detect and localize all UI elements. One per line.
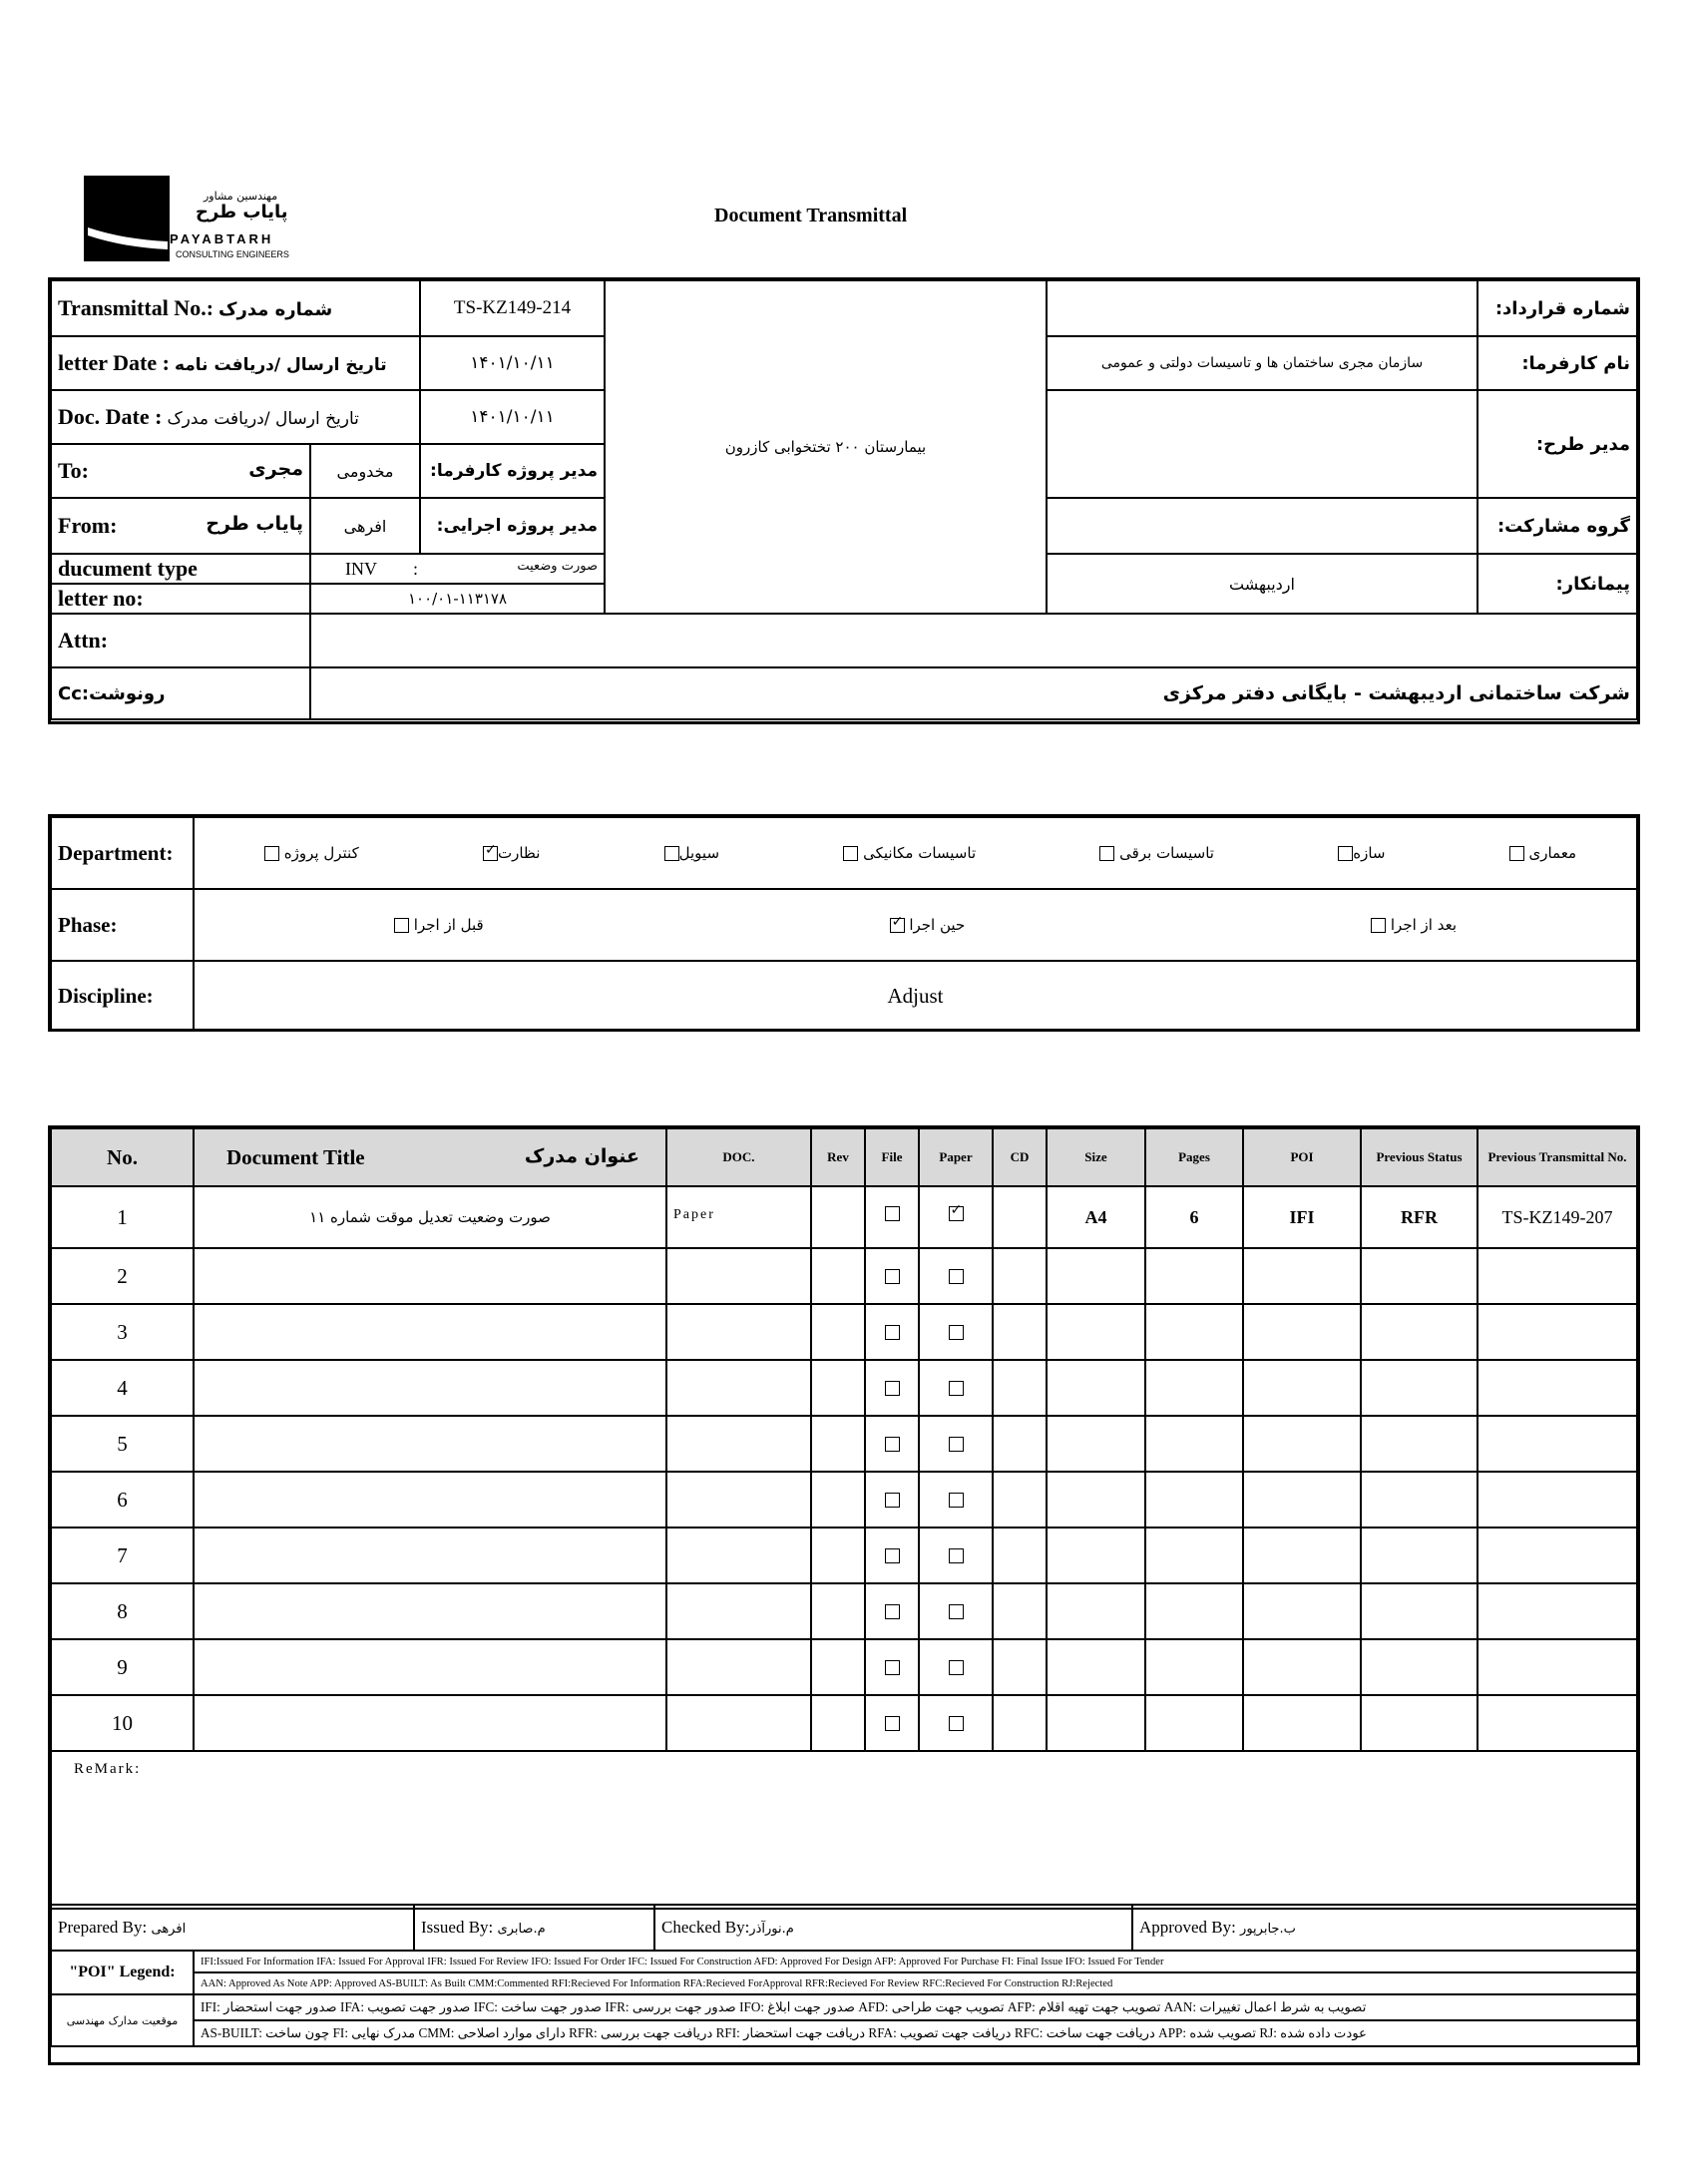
phase-before-checkbox[interactable] bbox=[394, 918, 409, 933]
discipline-label: Discipline: bbox=[51, 961, 194, 1031]
row-rev bbox=[811, 1360, 865, 1416]
from-person: افرهی bbox=[310, 498, 420, 554]
row-prev-status bbox=[1361, 1304, 1477, 1360]
row-title bbox=[194, 1304, 666, 1360]
file-checkbox[interactable] bbox=[885, 1325, 900, 1340]
file-checkbox[interactable] bbox=[885, 1716, 900, 1731]
cc-value: شرکت ساختمانی اردیبهشت - بایگانی دفتر مرکزی bbox=[310, 667, 1637, 719]
row-pages bbox=[1145, 1304, 1243, 1360]
row-prev-transmittal bbox=[1477, 1360, 1637, 1416]
row-paper bbox=[919, 1695, 993, 1751]
paper-checkbox[interactable] bbox=[949, 1269, 964, 1284]
row-size bbox=[1047, 1695, 1145, 1751]
paper-checkbox[interactable] bbox=[949, 1604, 964, 1619]
paper-checkbox[interactable] bbox=[949, 1206, 964, 1221]
transmittal-no-label-cell bbox=[51, 280, 420, 336]
phase-options-row bbox=[195, 916, 1636, 934]
row-no: 7 bbox=[51, 1528, 194, 1583]
col-title-en: Document Title bbox=[226, 1144, 365, 1169]
to-company: مجری bbox=[248, 458, 303, 480]
contractor-label: پیمانکار: bbox=[1477, 554, 1637, 614]
row-file bbox=[865, 1304, 919, 1360]
col-size: Size bbox=[1047, 1128, 1145, 1186]
row-title bbox=[194, 1528, 666, 1583]
letter-date-label-cell bbox=[51, 336, 420, 390]
legend-label: "POI" Legend: bbox=[51, 1951, 194, 1994]
classification-table bbox=[50, 816, 1638, 1032]
row-prev-status bbox=[1361, 1695, 1477, 1751]
dept-mechanical-checkbox[interactable] bbox=[843, 846, 858, 861]
phase-label: Phase: bbox=[51, 889, 194, 961]
checked-by: م.نورآذر bbox=[749, 1922, 794, 1937]
row-prev-transmittal bbox=[1477, 1304, 1637, 1360]
row-size bbox=[1047, 1304, 1145, 1360]
row-rev bbox=[811, 1695, 865, 1751]
row-doc: Paper bbox=[666, 1186, 811, 1248]
from-label: From: bbox=[58, 513, 118, 538]
row-no: 2 bbox=[51, 1248, 194, 1304]
col-no: No. bbox=[51, 1128, 194, 1186]
row-doc bbox=[666, 1639, 811, 1695]
department-options bbox=[194, 817, 1637, 889]
col-doc: DOC. bbox=[666, 1128, 811, 1186]
table-row bbox=[51, 1304, 1637, 1360]
row-rev bbox=[811, 1583, 865, 1639]
row-no: 6 bbox=[51, 1472, 194, 1528]
row-cd bbox=[993, 1360, 1047, 1416]
issued-label: Issued By: bbox=[421, 1918, 494, 1937]
contract-no bbox=[1047, 280, 1477, 336]
remark-cell bbox=[51, 1751, 1637, 1909]
row-paper bbox=[919, 1583, 993, 1639]
logo-name-fa: پایاب طرح bbox=[196, 202, 288, 222]
table-row bbox=[51, 1416, 1637, 1472]
row-no: 8 bbox=[51, 1583, 194, 1639]
letter-date: ۱۴۰۱/۱۰/۱۱ bbox=[420, 336, 605, 390]
row-poi bbox=[1243, 1248, 1361, 1304]
file-checkbox[interactable] bbox=[885, 1604, 900, 1619]
to-cell bbox=[51, 444, 310, 498]
row-file bbox=[865, 1639, 919, 1695]
row-prev-transmittal bbox=[1477, 1583, 1637, 1639]
row-no: 4 bbox=[51, 1360, 194, 1416]
col-paper: Paper bbox=[919, 1128, 993, 1186]
row-title bbox=[194, 1416, 666, 1472]
dept-civil-checkbox[interactable] bbox=[664, 846, 679, 861]
row-rev bbox=[811, 1248, 865, 1304]
row-prev-transmittal bbox=[1477, 1472, 1637, 1528]
logo-mark-icon bbox=[84, 176, 170, 261]
row-pages bbox=[1145, 1528, 1243, 1583]
approved-cell bbox=[1132, 1905, 1637, 1951]
row-file bbox=[865, 1472, 919, 1528]
row-poi bbox=[1243, 1695, 1361, 1751]
row-no: 10 bbox=[51, 1695, 194, 1751]
row-prev-transmittal bbox=[1477, 1528, 1637, 1583]
signature-table bbox=[50, 1904, 1638, 1952]
row-prev-transmittal bbox=[1477, 1695, 1637, 1751]
dept-mechanical[interactable]: تاسیسات مکانیکی bbox=[843, 844, 976, 862]
paper-checkbox[interactable] bbox=[949, 1660, 964, 1675]
col-prev-status: Previous Status bbox=[1361, 1128, 1477, 1186]
attn-value bbox=[310, 614, 1637, 667]
row-size: A4 bbox=[1047, 1186, 1145, 1248]
logo-name-en: PAYABTARH bbox=[170, 231, 274, 246]
file-checkbox[interactable] bbox=[885, 1548, 900, 1563]
row-file bbox=[865, 1416, 919, 1472]
contract-no-label: شماره قرارداد: bbox=[1477, 280, 1637, 336]
row-title bbox=[194, 1360, 666, 1416]
paper-checkbox[interactable] bbox=[949, 1716, 964, 1731]
row-rev bbox=[811, 1528, 865, 1583]
row-title bbox=[194, 1248, 666, 1304]
table-row bbox=[51, 1528, 1637, 1583]
row-paper bbox=[919, 1639, 993, 1695]
row-title bbox=[194, 1695, 666, 1751]
row-pages bbox=[1145, 1639, 1243, 1695]
doc-date-label-cell bbox=[51, 390, 420, 444]
row-prev-transmittal: TS-KZ149-207 bbox=[1477, 1186, 1637, 1248]
row-poi bbox=[1243, 1583, 1361, 1639]
dept-project-control-checkbox[interactable] bbox=[264, 846, 279, 861]
row-prev-status bbox=[1361, 1416, 1477, 1472]
row-doc bbox=[666, 1583, 811, 1639]
row-paper bbox=[919, 1186, 993, 1248]
header-table bbox=[50, 279, 1638, 720]
row-pages bbox=[1145, 1248, 1243, 1304]
row-cd bbox=[993, 1304, 1047, 1360]
to-person: مخدومی bbox=[310, 444, 420, 498]
doc-type-code: INV bbox=[345, 558, 377, 579]
row-rev bbox=[811, 1186, 865, 1248]
project-manager-label: مدیر طرح: bbox=[1477, 390, 1637, 498]
legend-label-fa: موقعیت مدارک مهندسی bbox=[51, 1994, 194, 2046]
row-cd bbox=[993, 1528, 1047, 1583]
row-poi bbox=[1243, 1472, 1361, 1528]
project-manager bbox=[1047, 390, 1477, 498]
documents-table bbox=[50, 1127, 1638, 1910]
row-prev-status bbox=[1361, 1472, 1477, 1528]
logo-top-text: مهندسین مشاور bbox=[204, 190, 278, 203]
department-options-row bbox=[195, 844, 1636, 862]
letter-date-label: letter Date : bbox=[58, 350, 170, 375]
row-pages: 6 bbox=[1145, 1186, 1243, 1248]
letter-no-label: letter no: bbox=[51, 584, 310, 614]
department-label: Department: bbox=[51, 817, 194, 889]
file-checkbox[interactable] bbox=[885, 1437, 900, 1452]
col-cd: CD bbox=[993, 1128, 1047, 1186]
file-checkbox[interactable] bbox=[885, 1493, 900, 1508]
file-checkbox[interactable] bbox=[885, 1381, 900, 1396]
row-no: 3 bbox=[51, 1304, 194, 1360]
legend-line-2: AAN: Approved As Note APP: Approved AS-BUILT: As Built CMM:Commented RFI:Recieved For Information RFA:Recieved ForApproval RFR:Recieved For Review RFC:Recieved For Construction RJ:Rejected bbox=[194, 1972, 1637, 1994]
row-size bbox=[1047, 1248, 1145, 1304]
doc-date-label: Doc. Date : bbox=[58, 404, 163, 429]
row-poi: IFI bbox=[1243, 1186, 1361, 1248]
file-checkbox[interactable] bbox=[885, 1269, 900, 1284]
issued-by: م.صابری bbox=[497, 1922, 546, 1937]
row-prev-status bbox=[1361, 1528, 1477, 1583]
col-file: File bbox=[865, 1128, 919, 1186]
table-row bbox=[51, 1695, 1637, 1751]
row-no: 1 bbox=[51, 1186, 194, 1248]
doc-date-fa: تاریخ ارسال /دریافت مدرک bbox=[167, 409, 359, 429]
table-row bbox=[51, 1248, 1637, 1304]
table-row bbox=[51, 1472, 1637, 1528]
legend-line-1: IFI:Issued For Information IFA: Issued For Approval IFR: Issued For Review IFO: Issued For Order IFC: Issued For Construction AFD: Approved For Design AFP: Approved For Purchase FI: Final Issue IFO: Issued For Tender bbox=[194, 1951, 1637, 1972]
transmittal-no-label: Transmittal No.: bbox=[58, 295, 214, 320]
row-title bbox=[194, 1472, 666, 1528]
table-row bbox=[51, 1360, 1637, 1416]
row-no: 9 bbox=[51, 1639, 194, 1695]
row-size bbox=[1047, 1528, 1145, 1583]
phase-after-checkbox[interactable] bbox=[1371, 918, 1386, 933]
row-size bbox=[1047, 1360, 1145, 1416]
col-rev: Rev bbox=[811, 1128, 865, 1186]
row-size bbox=[1047, 1472, 1145, 1528]
letter-date-fa: تاریخ ارسال /دریافت نامه bbox=[174, 355, 387, 375]
paper-checkbox[interactable] bbox=[949, 1437, 964, 1452]
col-title bbox=[194, 1128, 666, 1186]
row-paper bbox=[919, 1528, 993, 1583]
row-prev-status bbox=[1361, 1583, 1477, 1639]
dept-electrical-checkbox[interactable] bbox=[1099, 846, 1114, 861]
dept-project-control[interactable]: کنترل پروژه bbox=[264, 844, 359, 862]
dept-structure-checkbox[interactable] bbox=[1338, 846, 1353, 861]
row-cd bbox=[993, 1472, 1047, 1528]
row-cd bbox=[993, 1695, 1047, 1751]
phase-after[interactable]: بعد از اجرا bbox=[1371, 916, 1457, 934]
paper-checkbox[interactable] bbox=[949, 1548, 964, 1563]
row-size bbox=[1047, 1416, 1145, 1472]
approved-by: ب.جابرپور bbox=[1240, 1922, 1296, 1937]
row-size bbox=[1047, 1639, 1145, 1695]
doc-type-sep: : bbox=[413, 558, 419, 579]
checked-label: Checked By: bbox=[661, 1918, 750, 1937]
attn-label: Attn: bbox=[51, 614, 310, 667]
phase-during-checkbox[interactable] bbox=[890, 918, 905, 933]
row-prev-status: RFR bbox=[1361, 1186, 1477, 1248]
row-paper bbox=[919, 1416, 993, 1472]
row-poi bbox=[1243, 1360, 1361, 1416]
row-doc bbox=[666, 1472, 811, 1528]
row-title: صورت وضعیت تعدیل موقت شماره ۱۱ bbox=[194, 1186, 666, 1248]
col-pages: Pages bbox=[1145, 1128, 1243, 1186]
row-prev-status bbox=[1361, 1639, 1477, 1695]
row-pages bbox=[1145, 1360, 1243, 1416]
row-cd bbox=[993, 1583, 1047, 1639]
row-size bbox=[1047, 1583, 1145, 1639]
legend-table bbox=[50, 1950, 1638, 2047]
legend-line-3: IFI: صدور جهت استحضار IFA: صدور جهت تصویب IFC: صدور جهت ساخت IFR: صدور جهت بررسی IFO: صدور جهت ابلاغ AFD: تصویب جهت طراحی AFP: تصویب جهت تهیه اقلام AAN: تصویب به شرط اعمال تغییرات bbox=[194, 1994, 1637, 2020]
from-company: پایاب طرح bbox=[206, 513, 303, 535]
dept-supervision[interactable]: نظارت✓ bbox=[483, 844, 540, 862]
row-paper bbox=[919, 1304, 993, 1360]
page-title: Document Transmittal bbox=[714, 205, 908, 226]
transmittal-no-fa: شماره مدرک bbox=[218, 299, 333, 320]
dept-architecture[interactable]: معماری bbox=[1509, 844, 1576, 862]
row-cd bbox=[993, 1248, 1047, 1304]
row-poi bbox=[1243, 1528, 1361, 1583]
row-cd bbox=[993, 1639, 1047, 1695]
prepared-by: افرهی bbox=[151, 1922, 187, 1937]
row-doc bbox=[666, 1416, 811, 1472]
row-rev bbox=[811, 1472, 865, 1528]
logo-subtitle: CONSULTING ENGINEERS bbox=[176, 249, 289, 259]
remark-label: ReMark: bbox=[74, 1761, 142, 1777]
col-poi: POI bbox=[1243, 1128, 1361, 1186]
row-prev-status bbox=[1361, 1248, 1477, 1304]
row-file bbox=[865, 1248, 919, 1304]
prepared-label: Prepared By: bbox=[58, 1918, 148, 1937]
discipline-value: Adjust bbox=[194, 961, 1637, 1031]
row-doc bbox=[666, 1528, 811, 1583]
phase-before[interactable]: قبل از اجرا bbox=[394, 916, 484, 934]
row-rev bbox=[811, 1416, 865, 1472]
table-row bbox=[51, 1186, 1637, 1248]
col-prev-transmittal: Previous Transmittal No. bbox=[1477, 1128, 1637, 1186]
project-name: بیمارستان ۲۰۰ تختخوابی کازرون bbox=[605, 280, 1047, 614]
doc-date: ۱۴۰۱/۱۰/۱۱ bbox=[420, 390, 605, 444]
to-role: مدیر پروژه کارفرما: bbox=[420, 444, 605, 498]
row-paper bbox=[919, 1248, 993, 1304]
row-doc bbox=[666, 1304, 811, 1360]
row-file bbox=[865, 1695, 919, 1751]
checked-cell bbox=[654, 1905, 1132, 1951]
row-pages bbox=[1145, 1472, 1243, 1528]
group-label: گروه مشارکت: bbox=[1477, 498, 1637, 554]
dept-civil[interactable]: سیویل bbox=[664, 844, 719, 862]
table-row bbox=[51, 1583, 1637, 1639]
doc-type-label: ducument type bbox=[51, 554, 310, 584]
issued-cell bbox=[414, 1905, 654, 1951]
row-paper bbox=[919, 1472, 993, 1528]
group bbox=[1047, 498, 1477, 554]
row-title bbox=[194, 1583, 666, 1639]
transmittal-no: TS-KZ149-214 bbox=[420, 280, 605, 336]
row-prev-status bbox=[1361, 1360, 1477, 1416]
row-prev-transmittal bbox=[1477, 1248, 1637, 1304]
contractor: اردیبهشت bbox=[1047, 554, 1477, 614]
row-pages bbox=[1145, 1583, 1243, 1639]
row-cd bbox=[993, 1186, 1047, 1248]
row-doc bbox=[666, 1695, 811, 1751]
cc-label: رونوشت:Cc bbox=[51, 667, 310, 719]
dept-supervision-checkbox[interactable] bbox=[483, 846, 498, 861]
row-rev bbox=[811, 1639, 865, 1695]
table-row bbox=[51, 1639, 1637, 1695]
row-no: 5 bbox=[51, 1416, 194, 1472]
row-paper bbox=[919, 1360, 993, 1416]
row-file bbox=[865, 1360, 919, 1416]
paper-checkbox[interactable] bbox=[949, 1493, 964, 1508]
employer-label: نام کارفرما: bbox=[1477, 336, 1637, 390]
approved-label: Approved By: bbox=[1139, 1918, 1236, 1937]
row-pages bbox=[1145, 1695, 1243, 1751]
paper-checkbox[interactable] bbox=[949, 1325, 964, 1340]
row-poi bbox=[1243, 1416, 1361, 1472]
row-poi bbox=[1243, 1639, 1361, 1695]
file-checkbox[interactable] bbox=[885, 1206, 900, 1221]
company-logo bbox=[84, 176, 303, 265]
dept-structure[interactable]: سازه bbox=[1338, 844, 1385, 862]
row-doc bbox=[666, 1360, 811, 1416]
row-file bbox=[865, 1186, 919, 1248]
row-prev-transmittal bbox=[1477, 1639, 1637, 1695]
dept-architecture-checkbox[interactable] bbox=[1509, 846, 1524, 861]
phase-options bbox=[194, 889, 1637, 961]
prepared-cell bbox=[51, 1905, 414, 1951]
doc-type-cell bbox=[310, 554, 605, 584]
row-title bbox=[194, 1639, 666, 1695]
row-pages bbox=[1145, 1416, 1243, 1472]
file-checkbox[interactable] bbox=[885, 1660, 900, 1675]
employer: سازمان مجری ساختمان ها و تاسیسات دولتی و عمومی bbox=[1047, 336, 1477, 390]
dept-electrical[interactable]: تاسیسات برقی bbox=[1099, 844, 1214, 862]
row-doc bbox=[666, 1248, 811, 1304]
row-file bbox=[865, 1583, 919, 1639]
row-poi bbox=[1243, 1304, 1361, 1360]
from-cell bbox=[51, 498, 310, 554]
paper-checkbox[interactable] bbox=[949, 1381, 964, 1396]
to-label: To: bbox=[58, 458, 89, 483]
row-cd bbox=[993, 1416, 1047, 1472]
row-rev bbox=[811, 1304, 865, 1360]
legend-line-4: AS-BUILT: چون ساخت FI: مدرک نهایی CMM: دارای موارد اصلاحی RFR: دریافت جهت بررسی RFI: دریافت جهت استحضار RFA: دریافت جهت تصویب RFC: دریافت جهت ساخت APP: تصویب شده RJ: عودت داده شده bbox=[194, 2020, 1637, 2046]
doc-type-fa: صورت وضعیت bbox=[517, 558, 598, 574]
letter-no: ۱۰۰/۰۱-۱۱۳۱۷۸ bbox=[310, 584, 605, 614]
phase-during[interactable]: حین اجرا ✓ bbox=[890, 916, 966, 934]
row-file bbox=[865, 1528, 919, 1583]
from-role: مدیر پروژه اجرایی: bbox=[420, 498, 605, 554]
col-title-fa: عنوان مدرک bbox=[524, 1144, 639, 1167]
row-prev-transmittal bbox=[1477, 1416, 1637, 1472]
